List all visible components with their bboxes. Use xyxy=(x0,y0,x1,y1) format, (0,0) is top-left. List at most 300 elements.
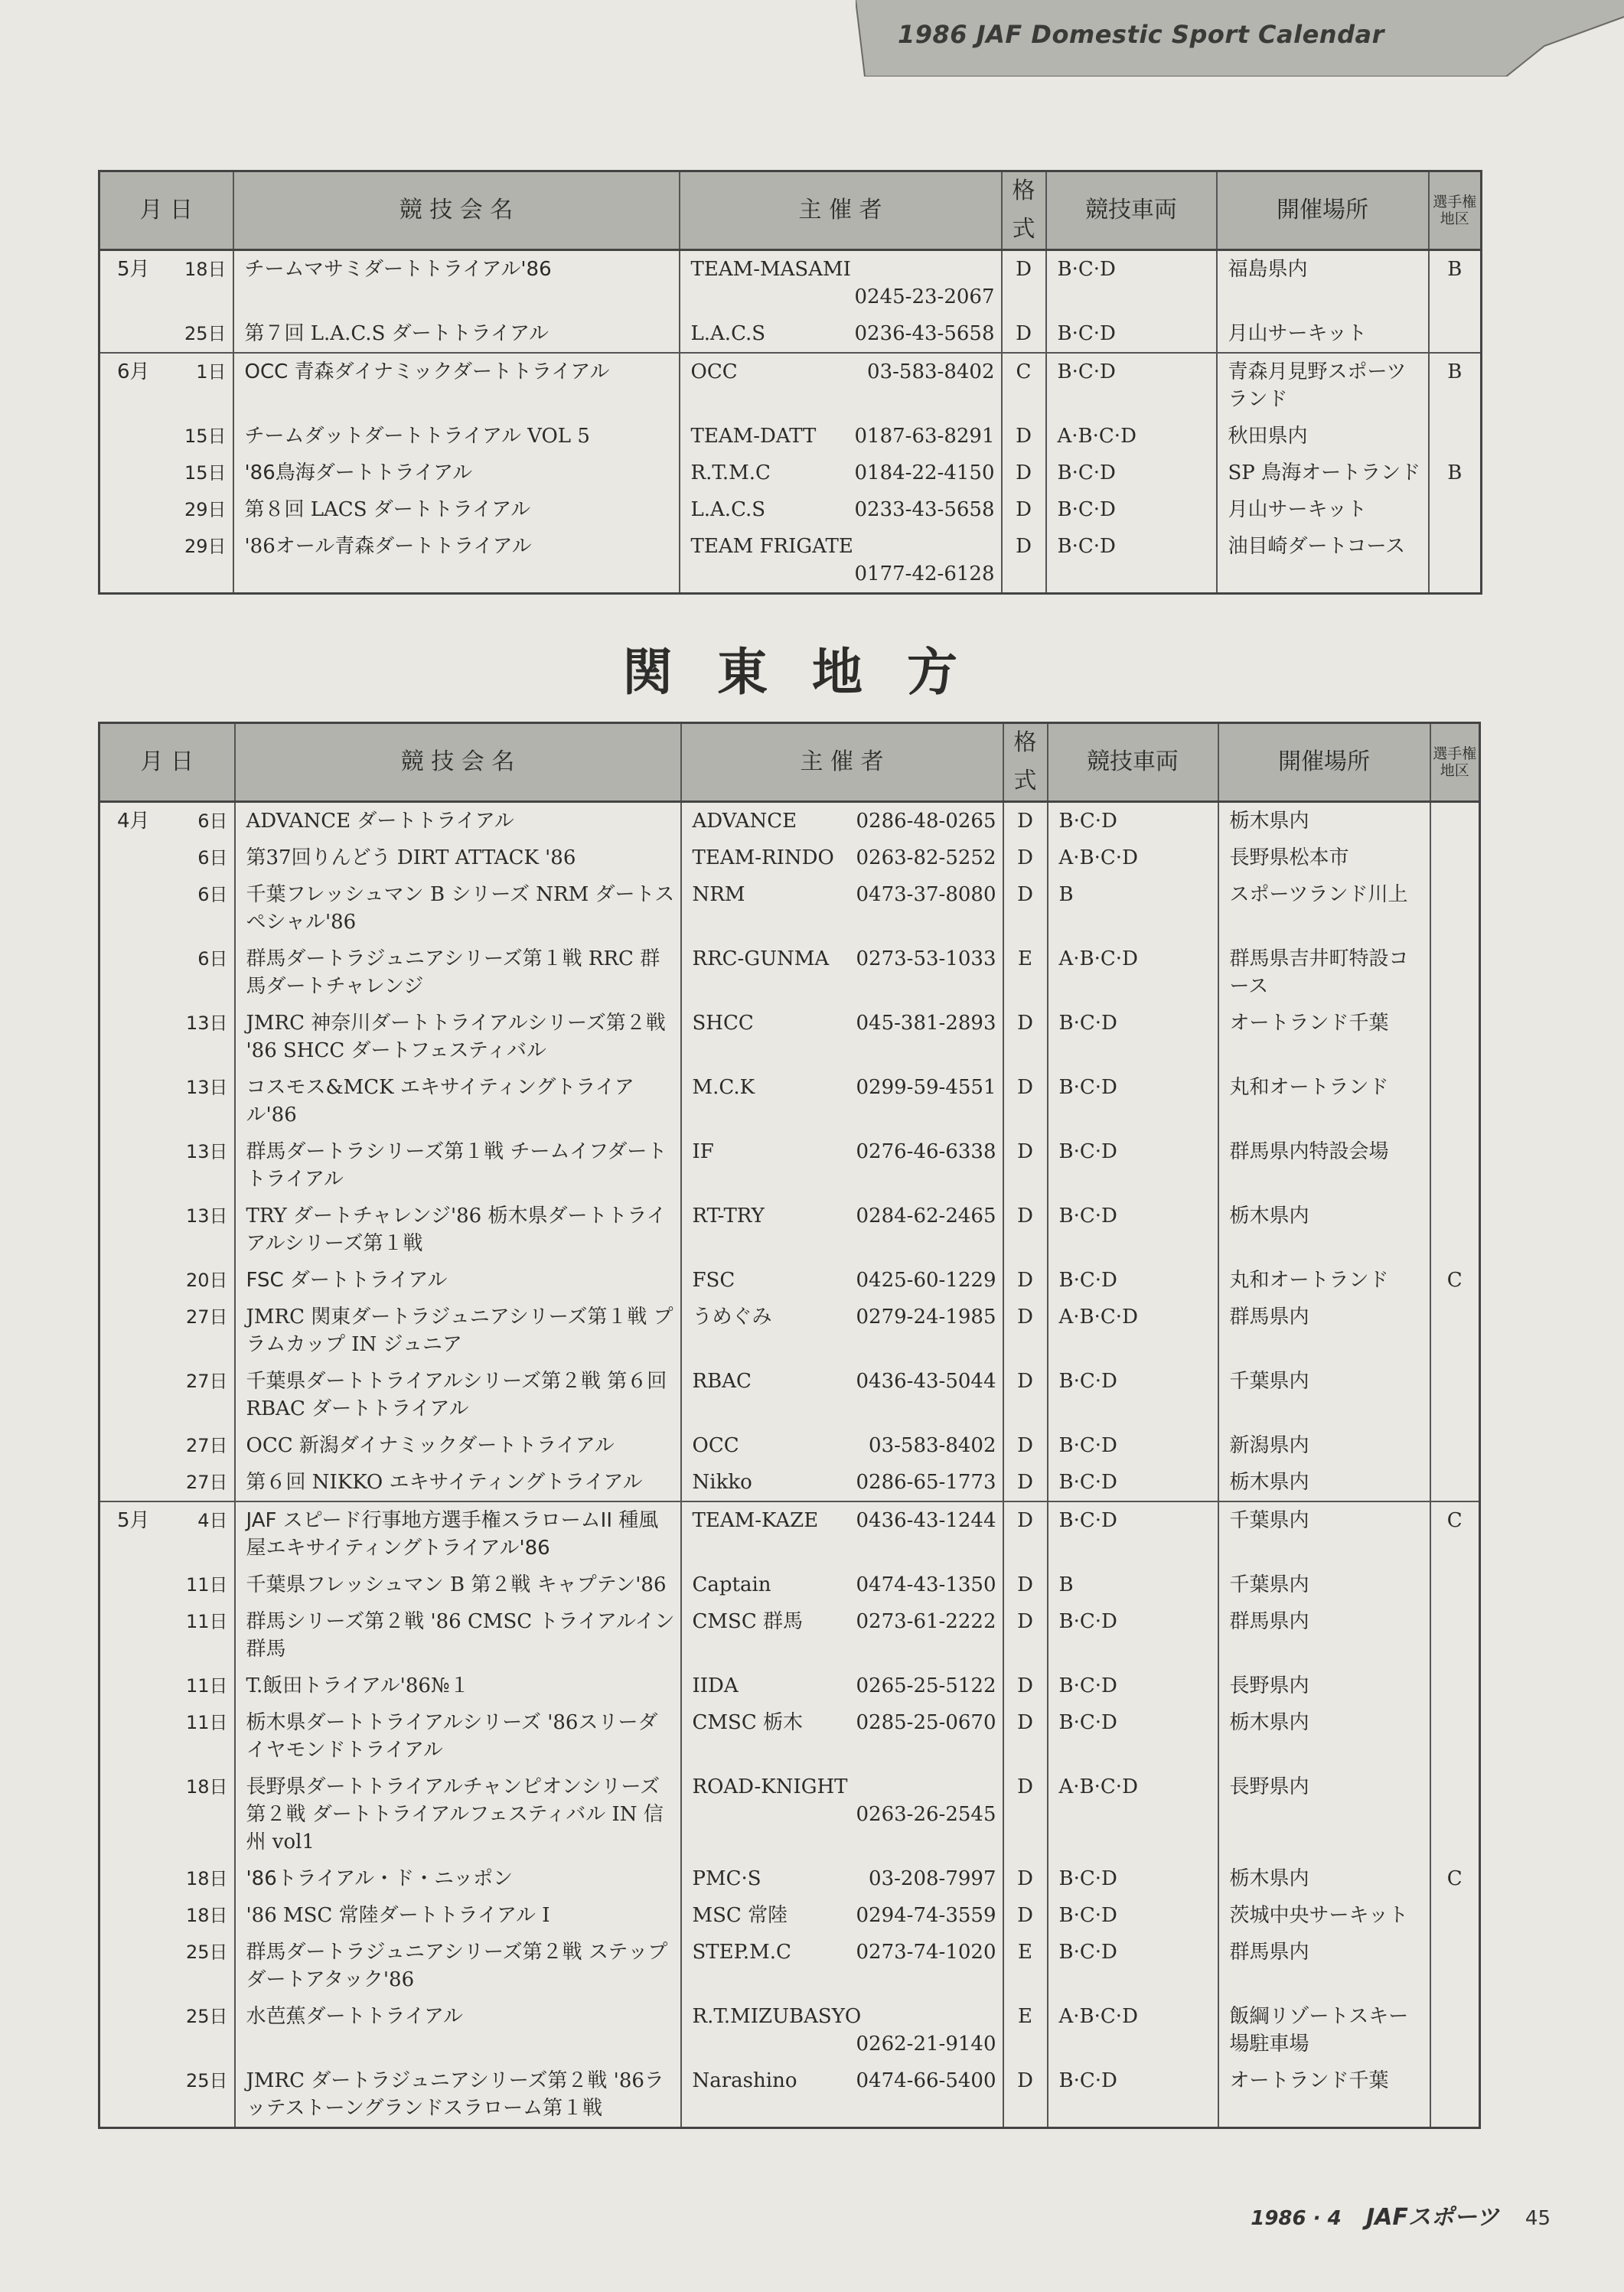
cars-cell: A·B·C·D xyxy=(1048,840,1218,876)
venue-cell: 長野県内 xyxy=(1218,1769,1430,1860)
format-cell: E xyxy=(1003,1998,1048,2062)
day-label: 11日 xyxy=(185,1675,228,1697)
venue-cell: SP 鳥海オートランド xyxy=(1217,455,1429,491)
organizer-cell xyxy=(681,1897,1003,1934)
day-label: 13日 xyxy=(185,1077,228,1098)
organizer-cell xyxy=(680,455,1002,491)
table-row xyxy=(99,1262,1480,1299)
championship-cell xyxy=(1430,840,1480,876)
venue-cell: 栃木県内 xyxy=(1218,1860,1430,1897)
format-cell: D xyxy=(1002,418,1046,455)
format-cell: E xyxy=(1003,1934,1048,1998)
calendar-table-kanto xyxy=(98,722,1481,2129)
day-label: 18日 xyxy=(184,259,227,280)
organizer-phone: 0263-82-5252 xyxy=(856,846,996,869)
format-cell: D xyxy=(1002,315,1046,353)
format-cell: D xyxy=(1003,1005,1048,1069)
event-name: 第８回 LACS ダートトライアル xyxy=(233,491,680,528)
venue-cell: 千葉県内 xyxy=(1218,1567,1430,1603)
venue-cell: 栃木県内 xyxy=(1218,1704,1430,1769)
cars-cell: B·C·D xyxy=(1048,1668,1218,1704)
cars-cell: A·B·C·D xyxy=(1048,941,1218,1005)
format-cell: D xyxy=(1002,491,1046,528)
organizer-cell xyxy=(680,315,1002,353)
cars-cell: B·C·D xyxy=(1046,250,1217,316)
table-row xyxy=(99,455,1482,491)
championship-cell xyxy=(1430,1427,1480,1464)
format-cell: D xyxy=(1003,1464,1048,1501)
table-row xyxy=(99,1704,1480,1769)
event-name: チームダットダートトライアル VOL 5 xyxy=(233,418,680,455)
organizer-name: IF xyxy=(692,1140,714,1163)
organizer-name: R.T.MIZUBASYO xyxy=(692,2005,862,2028)
championship-cell: B xyxy=(1429,455,1482,491)
format-cell: D xyxy=(1003,1198,1048,1262)
calendar-table-tohoku xyxy=(98,170,1482,595)
organizer-name: TEAM-RINDO xyxy=(692,846,834,869)
event-name: '86トライアル・ド・ニッポン xyxy=(235,1860,681,1897)
cars-cell: A·B·C·D xyxy=(1048,1998,1218,2062)
day-label: 6日 xyxy=(197,884,228,905)
organizer-phone: 0436-43-1244 xyxy=(856,1509,996,1532)
cars-cell: B·C·D xyxy=(1048,1934,1218,1998)
organizer-phone: 0286-65-1773 xyxy=(856,1471,996,1494)
format-cell: D xyxy=(1003,1704,1048,1769)
event-name: 第７回 L.A.C.S ダートトライアル xyxy=(233,315,680,353)
day-label: 25日 xyxy=(185,2070,228,2091)
format-cell: C xyxy=(1002,353,1046,418)
organizer-phone: 0285-25-0670 xyxy=(856,1711,996,1734)
venue-cell: 群馬県吉井町特設コース xyxy=(1218,941,1430,1005)
venue-cell: 長野県内 xyxy=(1218,1668,1430,1704)
format-cell: D xyxy=(1003,1363,1048,1427)
championship-cell xyxy=(1430,1934,1480,1998)
organizer-name: Nikko xyxy=(692,1471,752,1494)
championship-cell xyxy=(1430,1567,1480,1603)
cars-cell: A·B·C·D xyxy=(1048,1299,1218,1363)
month-label: 6月 xyxy=(117,360,150,383)
col-header-championship: 選手権 地区 xyxy=(1430,723,1480,802)
championship-cell: B xyxy=(1429,353,1482,418)
venue-cell: 栃木県内 xyxy=(1218,1198,1430,1262)
format-cell: D xyxy=(1003,1567,1048,1603)
venue-cell: 栃木県内 xyxy=(1218,1464,1430,1501)
format-cell: D xyxy=(1003,1262,1048,1299)
format-cell: D xyxy=(1003,1299,1048,1363)
venue-cell: 飯綱リゾートスキー場駐車場 xyxy=(1218,1998,1430,2062)
organizer-name: PMC·S xyxy=(692,1867,761,1890)
event-name: 群馬シリーズ第２戦 '86 CMSC トライアルイン群馬 xyxy=(235,1603,681,1668)
table-row xyxy=(99,840,1480,876)
date-cell xyxy=(99,2062,235,2128)
day-label: 6日 xyxy=(197,847,228,869)
venue-cell: オートランド千葉 xyxy=(1218,2062,1430,2128)
date-cell xyxy=(99,1860,235,1897)
organizer-cell xyxy=(680,491,1002,528)
event-name: チームマサミダートトライアル'86 xyxy=(233,250,680,316)
organizer-cell xyxy=(681,840,1003,876)
date-cell xyxy=(99,1198,235,1262)
event-name: JMRC 神奈川ダートトライアルシリーズ第２戦 '86 SHCC ダートフェスティバル xyxy=(235,1005,681,1069)
footer-page-number: 45 xyxy=(1525,2207,1551,2230)
organizer-name: うめぐみ xyxy=(692,1306,772,1329)
col-header-cars: 競技車両 xyxy=(1048,723,1218,802)
date-cell xyxy=(99,528,233,594)
organizer-cell xyxy=(681,876,1003,941)
day-label: 15日 xyxy=(184,425,227,447)
cars-cell: B·C·D xyxy=(1048,2062,1218,2128)
format-cell: D xyxy=(1003,802,1048,840)
organizer-name: FSC xyxy=(692,1269,735,1292)
day-label: 13日 xyxy=(185,1205,228,1227)
day-label: 18日 xyxy=(185,1868,228,1889)
cars-cell: B·C·D xyxy=(1048,1133,1218,1198)
date-cell xyxy=(99,1363,235,1427)
date-cell xyxy=(99,418,233,455)
organizer-cell xyxy=(681,1934,1003,1998)
championship-cell xyxy=(1430,876,1480,941)
date-cell xyxy=(99,802,235,840)
venue-cell: 群馬県内 xyxy=(1218,1299,1430,1363)
day-label: 29日 xyxy=(184,499,227,520)
organizer-phone: 0236-43-5658 xyxy=(854,322,995,345)
championship-cell xyxy=(1430,1198,1480,1262)
table-row xyxy=(99,1934,1480,1998)
organizer-cell xyxy=(681,1198,1003,1262)
cars-cell: B·C·D xyxy=(1046,528,1217,594)
organizer-phone: 0273-61-2222 xyxy=(856,1610,996,1633)
date-cell xyxy=(99,1464,235,1501)
organizer-name: IIDA xyxy=(692,1674,739,1697)
championship-cell: C xyxy=(1430,1501,1480,1567)
date-cell xyxy=(99,1299,235,1363)
venue-cell: 栃木県内 xyxy=(1218,802,1430,840)
date-cell xyxy=(99,1934,235,1998)
championship-cell xyxy=(1429,315,1482,353)
event-name: TRY ダートチャレンジ'86 栃木県ダートトライアルシリーズ第１戦 xyxy=(235,1198,681,1262)
cars-cell: B·C·D xyxy=(1048,1501,1218,1567)
organizer-cell xyxy=(680,528,1002,594)
date-cell xyxy=(99,1133,235,1198)
format-cell: E xyxy=(1003,941,1048,1005)
table-row xyxy=(99,1567,1480,1603)
organizer-name: TEAM-DATT xyxy=(690,425,817,448)
table-row xyxy=(99,1860,1480,1897)
col-header-format: 格式 xyxy=(1003,723,1048,802)
championship-cell: B xyxy=(1429,250,1482,316)
event-name: JAF スピード行事地方選手権スラロームII 種風屋エキサイティングトライアル'86 xyxy=(235,1501,681,1567)
venue-cell: スポーツランド川上 xyxy=(1218,876,1430,941)
date-cell xyxy=(99,876,235,941)
table-row xyxy=(99,2062,1480,2128)
championship-cell xyxy=(1430,1363,1480,1427)
organizer-phone: 0425-60-1229 xyxy=(856,1269,996,1292)
organizer-phone: 0299-59-4551 xyxy=(856,1076,996,1099)
organizer-name: Captain xyxy=(692,1573,771,1596)
event-name: 長野県ダートトライアルチャンピオンシリーズ第２戦 ダートトライアルフェスティバル IN 信州 vol1 xyxy=(235,1769,681,1860)
date-cell xyxy=(99,315,233,353)
format-cell: D xyxy=(1003,1069,1048,1133)
table-row xyxy=(99,1501,1480,1567)
date-cell xyxy=(99,840,235,876)
table-row xyxy=(99,418,1482,455)
day-label: 27日 xyxy=(185,1435,228,1456)
format-cell: D xyxy=(1003,1860,1048,1897)
organizer-name: Narashino xyxy=(692,2069,797,2092)
cars-cell: B·C·D xyxy=(1048,1069,1218,1133)
organizer-cell xyxy=(681,1998,1003,2062)
organizer-name: SHCC xyxy=(692,1012,754,1035)
organizer-phone: 0273-53-1033 xyxy=(856,947,996,970)
championship-cell xyxy=(1430,1897,1480,1934)
date-cell xyxy=(99,1427,235,1464)
cars-cell: B·C·D xyxy=(1048,1363,1218,1427)
organizer-cell xyxy=(680,353,1002,418)
col-header-venue: 開催場所 xyxy=(1217,171,1429,250)
organizer-name: MSC 常陸 xyxy=(692,1904,788,1927)
day-label: 15日 xyxy=(184,462,227,484)
event-name: JMRC 関東ダートラジュニアシリーズ第１戦 プラムカップ IN ジュニア xyxy=(235,1299,681,1363)
venue-cell: 丸和オートランド xyxy=(1218,1069,1430,1133)
organizer-cell xyxy=(681,1133,1003,1198)
event-name: 水芭蕉ダートトライアル xyxy=(235,1998,681,2062)
col-header-event: 競 技 会 名 xyxy=(235,723,681,802)
cars-cell: B·C·D xyxy=(1048,1704,1218,1769)
organizer-phone: 0262-21-9140 xyxy=(856,2033,996,2056)
organizer-phone: 0273-74-1020 xyxy=(856,1941,996,1964)
date-cell xyxy=(99,353,233,418)
organizer-phone: 045-381-2893 xyxy=(856,1012,996,1035)
organizer-name: RRC-GUNMA xyxy=(692,947,830,970)
organizer-cell xyxy=(681,1860,1003,1897)
date-cell xyxy=(99,1501,235,1567)
event-name: '86鳥海ダートトライアル xyxy=(233,455,680,491)
col-header-organizer: 主 催 者 xyxy=(681,723,1003,802)
event-name: JMRC ダートラジュニアシリーズ第２戦 '86ラッテストーングランドスラローム第１戦 xyxy=(235,2062,681,2128)
organizer-cell xyxy=(681,1501,1003,1567)
organizer-cell xyxy=(681,2062,1003,2128)
format-cell: D xyxy=(1003,1427,1048,1464)
format-cell: D xyxy=(1003,876,1048,941)
organizer-cell xyxy=(681,1668,1003,1704)
championship-cell xyxy=(1429,418,1482,455)
championship-cell xyxy=(1430,1704,1480,1769)
organizer-name: ROAD-KNIGHT xyxy=(692,1775,848,1798)
championship-cell xyxy=(1430,1299,1480,1363)
table-row xyxy=(99,491,1482,528)
table-row xyxy=(99,802,1480,840)
championship-cell xyxy=(1429,491,1482,528)
venue-cell: 千葉県内 xyxy=(1218,1501,1430,1567)
organizer-phone: 0474-43-1350 xyxy=(856,1573,996,1596)
organizer-phone: 0177-42-6128 xyxy=(854,562,995,585)
organizer-cell xyxy=(680,250,1002,316)
table-row xyxy=(99,1198,1480,1262)
table-row xyxy=(99,1603,1480,1668)
cars-cell: B·C·D xyxy=(1048,802,1218,840)
day-label: 25日 xyxy=(185,1942,228,1963)
cars-cell: A·B·C·D xyxy=(1048,1769,1218,1860)
organizer-name: L.A.C.S xyxy=(690,322,766,345)
table-row xyxy=(99,1464,1480,1501)
championship-cell xyxy=(1430,1464,1480,1501)
table-row xyxy=(99,1427,1480,1464)
format-cell: D xyxy=(1003,840,1048,876)
day-label: 11日 xyxy=(185,1611,228,1632)
region-title: 関東地方 xyxy=(622,643,1002,702)
championship-cell xyxy=(1430,1603,1480,1668)
event-name: 群馬ダートラシリーズ第１戦 チームイフダートトライアル xyxy=(235,1133,681,1198)
cars-cell: B·C·D xyxy=(1048,1897,1218,1934)
day-label: 4日 xyxy=(197,1510,228,1531)
event-name: T.飯田トライアル'86№１ xyxy=(235,1668,681,1704)
organizer-phone: 0187-63-8291 xyxy=(854,425,995,448)
venue-cell: 群馬県内 xyxy=(1218,1934,1430,1998)
cars-cell: B·C·D xyxy=(1046,455,1217,491)
table-row xyxy=(99,1668,1480,1704)
championship-cell xyxy=(1430,802,1480,840)
venue-cell: 青森月見野スポーツランド xyxy=(1217,353,1429,418)
event-name: ADVANCE ダートトライアル xyxy=(235,802,681,840)
organizer-name: RBAC xyxy=(692,1370,752,1393)
col-header-organizer: 主 催 者 xyxy=(680,171,1002,250)
day-label: 6日 xyxy=(197,810,228,832)
table-row xyxy=(99,528,1482,594)
event-name: 千葉県フレッシュマン B 第２戦 キャプテン'86 xyxy=(235,1567,681,1603)
organizer-name: NRM xyxy=(692,883,745,906)
event-name: 群馬ダートラジュニアシリーズ第２戦 ステップダートアタック'86 xyxy=(235,1934,681,1998)
date-cell xyxy=(99,1998,235,2062)
table-row xyxy=(99,1769,1480,1860)
championship-cell xyxy=(1430,1133,1480,1198)
organizer-phone: 0436-43-5044 xyxy=(856,1370,996,1393)
date-cell xyxy=(99,491,233,528)
venue-cell: 新潟県内 xyxy=(1218,1427,1430,1464)
day-label: 13日 xyxy=(185,1012,228,1034)
cars-cell: A·B·C·D xyxy=(1046,418,1217,455)
venue-cell: 秋田県内 xyxy=(1217,418,1429,455)
table-row xyxy=(99,250,1482,316)
venue-cell: 福島県内 xyxy=(1217,250,1429,316)
month-label: 5月 xyxy=(117,1509,150,1532)
format-cell: D xyxy=(1002,528,1046,594)
organizer-cell xyxy=(681,941,1003,1005)
day-label: 27日 xyxy=(185,1371,228,1392)
col-header-cars: 競技車両 xyxy=(1046,171,1217,250)
event-name: 栃木県ダートトライアルシリーズ '86スリーダイヤモンドトライアル xyxy=(235,1704,681,1769)
footer-magazine: JAFスポーツ xyxy=(1365,2204,1499,2231)
table-row xyxy=(99,941,1480,1005)
col-header-championship: 選手権 地区 xyxy=(1429,171,1482,250)
cars-cell: B·C·D xyxy=(1048,1464,1218,1501)
event-name: 千葉県ダートトライアルシリーズ第２戦 第６回 RBAC ダートトライアル xyxy=(235,1363,681,1427)
organizer-name: STEP.M.C xyxy=(692,1941,791,1964)
format-cell: D xyxy=(1002,250,1046,316)
organizer-name: M.C.K xyxy=(692,1076,755,1099)
cars-cell: B xyxy=(1048,1567,1218,1603)
organizer-cell xyxy=(681,1299,1003,1363)
championship-cell: C xyxy=(1430,1860,1480,1897)
format-cell: D xyxy=(1003,1133,1048,1198)
organizer-phone: 0279-24-1985 xyxy=(856,1306,996,1329)
organizer-cell xyxy=(681,1769,1003,1860)
table-row xyxy=(99,1299,1480,1363)
date-cell xyxy=(99,1704,235,1769)
format-cell: D xyxy=(1003,1668,1048,1704)
table-row xyxy=(99,1005,1480,1069)
date-cell xyxy=(99,1005,235,1069)
venue-cell: 月山サーキット xyxy=(1217,491,1429,528)
date-cell xyxy=(99,1897,235,1934)
organizer-phone: 0474-66-5400 xyxy=(856,2069,996,2092)
organizer-cell xyxy=(681,1427,1003,1464)
championship-cell xyxy=(1430,2062,1480,2128)
day-label: 11日 xyxy=(185,1574,228,1596)
event-name: 群馬ダートラジュニアシリーズ第１戦 RRC 群馬ダートチャレンジ xyxy=(235,941,681,1005)
date-cell xyxy=(99,1069,235,1133)
format-cell: D xyxy=(1003,1603,1048,1668)
table-body xyxy=(99,250,1482,594)
organizer-phone: 0265-25-5122 xyxy=(856,1674,996,1697)
organizer-phone: 0263-26-2545 xyxy=(856,1803,996,1826)
organizer-cell xyxy=(681,1567,1003,1603)
organizer-phone: 03-583-8402 xyxy=(869,1434,996,1457)
date-cell xyxy=(99,1769,235,1860)
organizer-phone: 0294-74-3559 xyxy=(856,1904,996,1927)
event-name: '86オール青森ダートトライアル xyxy=(233,528,680,594)
venue-cell: 月山サーキット xyxy=(1217,315,1429,353)
month-label: 5月 xyxy=(117,258,150,281)
day-label: 11日 xyxy=(185,1712,228,1733)
organizer-cell xyxy=(681,1069,1003,1133)
organizer-phone: 0276-46-6338 xyxy=(856,1140,996,1163)
venue-cell: オートランド千葉 xyxy=(1218,1005,1430,1069)
col-header-date: 月 日 xyxy=(99,171,233,250)
day-label: 18日 xyxy=(185,1905,228,1926)
organizer-name: TEAM-MASAMI xyxy=(690,258,851,281)
organizer-name: OCC xyxy=(692,1434,739,1457)
championship-cell: C xyxy=(1430,1262,1480,1299)
organizer-phone: 0473-37-8080 xyxy=(856,883,996,906)
banner-title: 1986 JAF Domestic Sport Calendar xyxy=(898,20,1384,49)
day-label: 20日 xyxy=(185,1270,228,1291)
event-name: OCC 青森ダイナミックダートトライアル xyxy=(233,353,680,418)
day-label: 29日 xyxy=(184,536,227,557)
cars-cell: B·C·D xyxy=(1048,1427,1218,1464)
organizer-cell xyxy=(681,1363,1003,1427)
footer-issue: 1986 · 4 xyxy=(1251,2207,1342,2230)
table-body xyxy=(99,802,1480,2128)
organizer-cell xyxy=(681,1262,1003,1299)
cars-cell: B·C·D xyxy=(1046,491,1217,528)
organizer-cell xyxy=(681,1464,1003,1501)
event-name: 千葉フレッシュマン B シリーズ NRM ダートスペシャル'86 xyxy=(235,876,681,941)
organizer-phone: 03-583-8402 xyxy=(867,360,995,383)
cars-cell: B·C·D xyxy=(1048,1603,1218,1668)
event-name: FSC ダートトライアル xyxy=(235,1262,681,1299)
organizer-name: CMSC 栃木 xyxy=(692,1711,803,1734)
cars-cell: B xyxy=(1048,876,1218,941)
organizer-cell xyxy=(681,1704,1003,1769)
date-cell xyxy=(99,1668,235,1704)
page-footer xyxy=(1251,2198,1551,2232)
format-cell: D xyxy=(1003,1501,1048,1567)
format-cell: D xyxy=(1003,1897,1048,1934)
day-label: 25日 xyxy=(185,2006,228,2027)
organizer-cell xyxy=(681,1005,1003,1069)
event-name: OCC 新潟ダイナミックダートトライアル xyxy=(235,1427,681,1464)
organizer-name: R.T.M.C xyxy=(690,461,771,484)
